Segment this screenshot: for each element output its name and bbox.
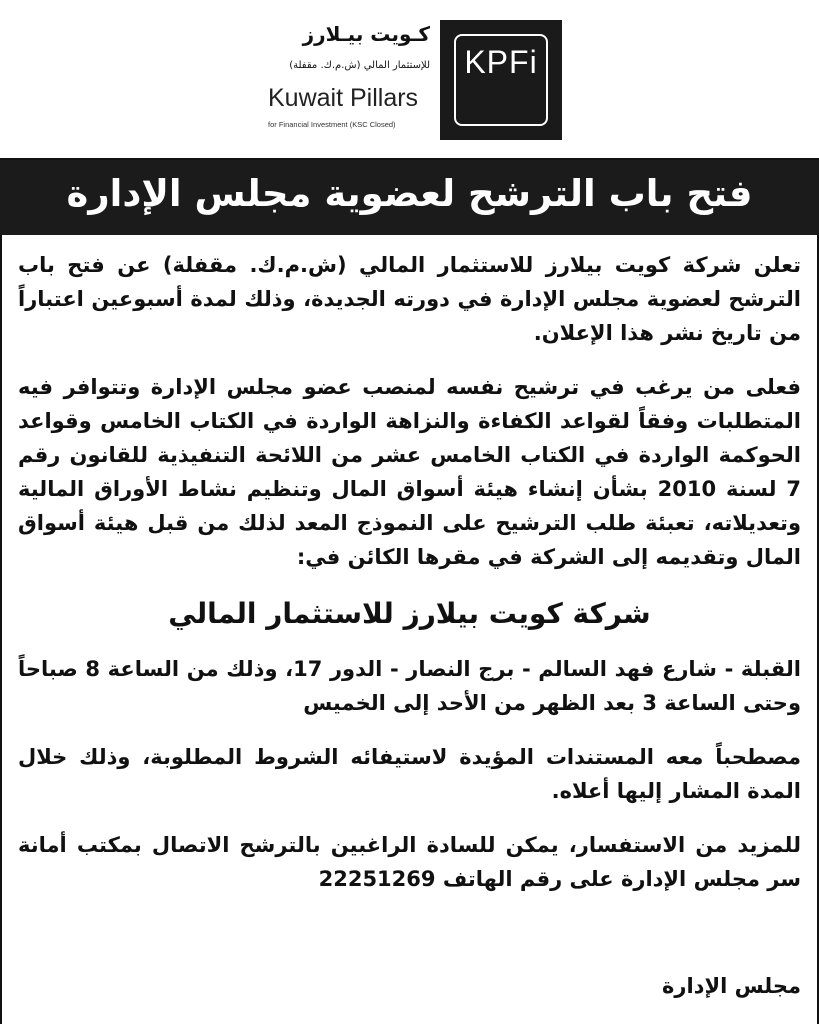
address-paragraph: القبلة - شارع فهد السالم - برج النصار - الدور 17، وذلك من الساعة 8 صباحاً وحتى الساعة 3 بعد الظهر من الأحد إلى الخميس: [18, 657, 801, 715]
company-heading: شركة كويت بيلارز للاستثمار المالي: [168, 597, 651, 630]
announcement-title: فتح باب الترشح لعضوية مجلس الإدارة: [66, 172, 753, 215]
logo-english-name: Kuwait Pillars: [268, 84, 419, 112]
title-bar: [0, 160, 819, 235]
kpfi-logo-mark: [440, 20, 562, 140]
logo-english-subtitle: for Financial Investment (KSC Closed): [268, 120, 396, 129]
left-border: [0, 158, 2, 1024]
logo-arabic-subtitle: للإستثمار المالي (ش.م.ك. مقفلة): [289, 60, 430, 71]
requirements-paragraph: فعلى من يرغب في ترشيح نفسه لمنصب عضو مجلس الإدارة وتتوافر فيه المتطلبات وفقاً لقواعد الكفاءة والنزاهة الواردة في الكتاب الخامس وقواعد الحوكمة الواردة في الكتاب الخامس عشر من اللائحة التنفيذية للقانون رقم 7 لسنة 2010 بشأن إنشاء هيئة أسواق المال وتنظيم نشاط الأوراق المالية وتعديلاته، تعبئة طلب الترشيح على النموذج المعد لذلك من قبل هيئة أسواق المال وتقديمه إلى الشركة في مقرها الكائن في:: [18, 375, 801, 569]
company-logo: [258, 22, 430, 134]
signature: مجلس الإدارة: [661, 974, 801, 998]
logo-arabic-name: كـويت بيـلارز: [302, 22, 430, 46]
contact-paragraph: للمزيد من الاستفسار، يمكن للسادة الراغبين بالترشح الاتصال بمكتب أمانة سر مجلس الإدارة على رقم الهاتف 22251269: [18, 833, 801, 891]
intro-paragraph: تعلن شركة كويت بيلارز للاستثمار المالي (ش.م.ك. مقفلة) عن فتح باب الترشح لعضوية مجلس الإدارة في دورته الجديدة، وذلك لمدة أسبوعين اعتباراً من تاريخ نشر هذا الإعلان.: [18, 253, 801, 345]
kpfi-logo-text: KPFi: [464, 44, 538, 80]
documents-paragraph: مصطحباً معه المستندات المؤيدة لاستيفائه الشروط المطلوبة، وذلك خلال المدة المشار إليها أعلاه.: [18, 745, 801, 803]
announcement-body: [18, 248, 801, 916]
